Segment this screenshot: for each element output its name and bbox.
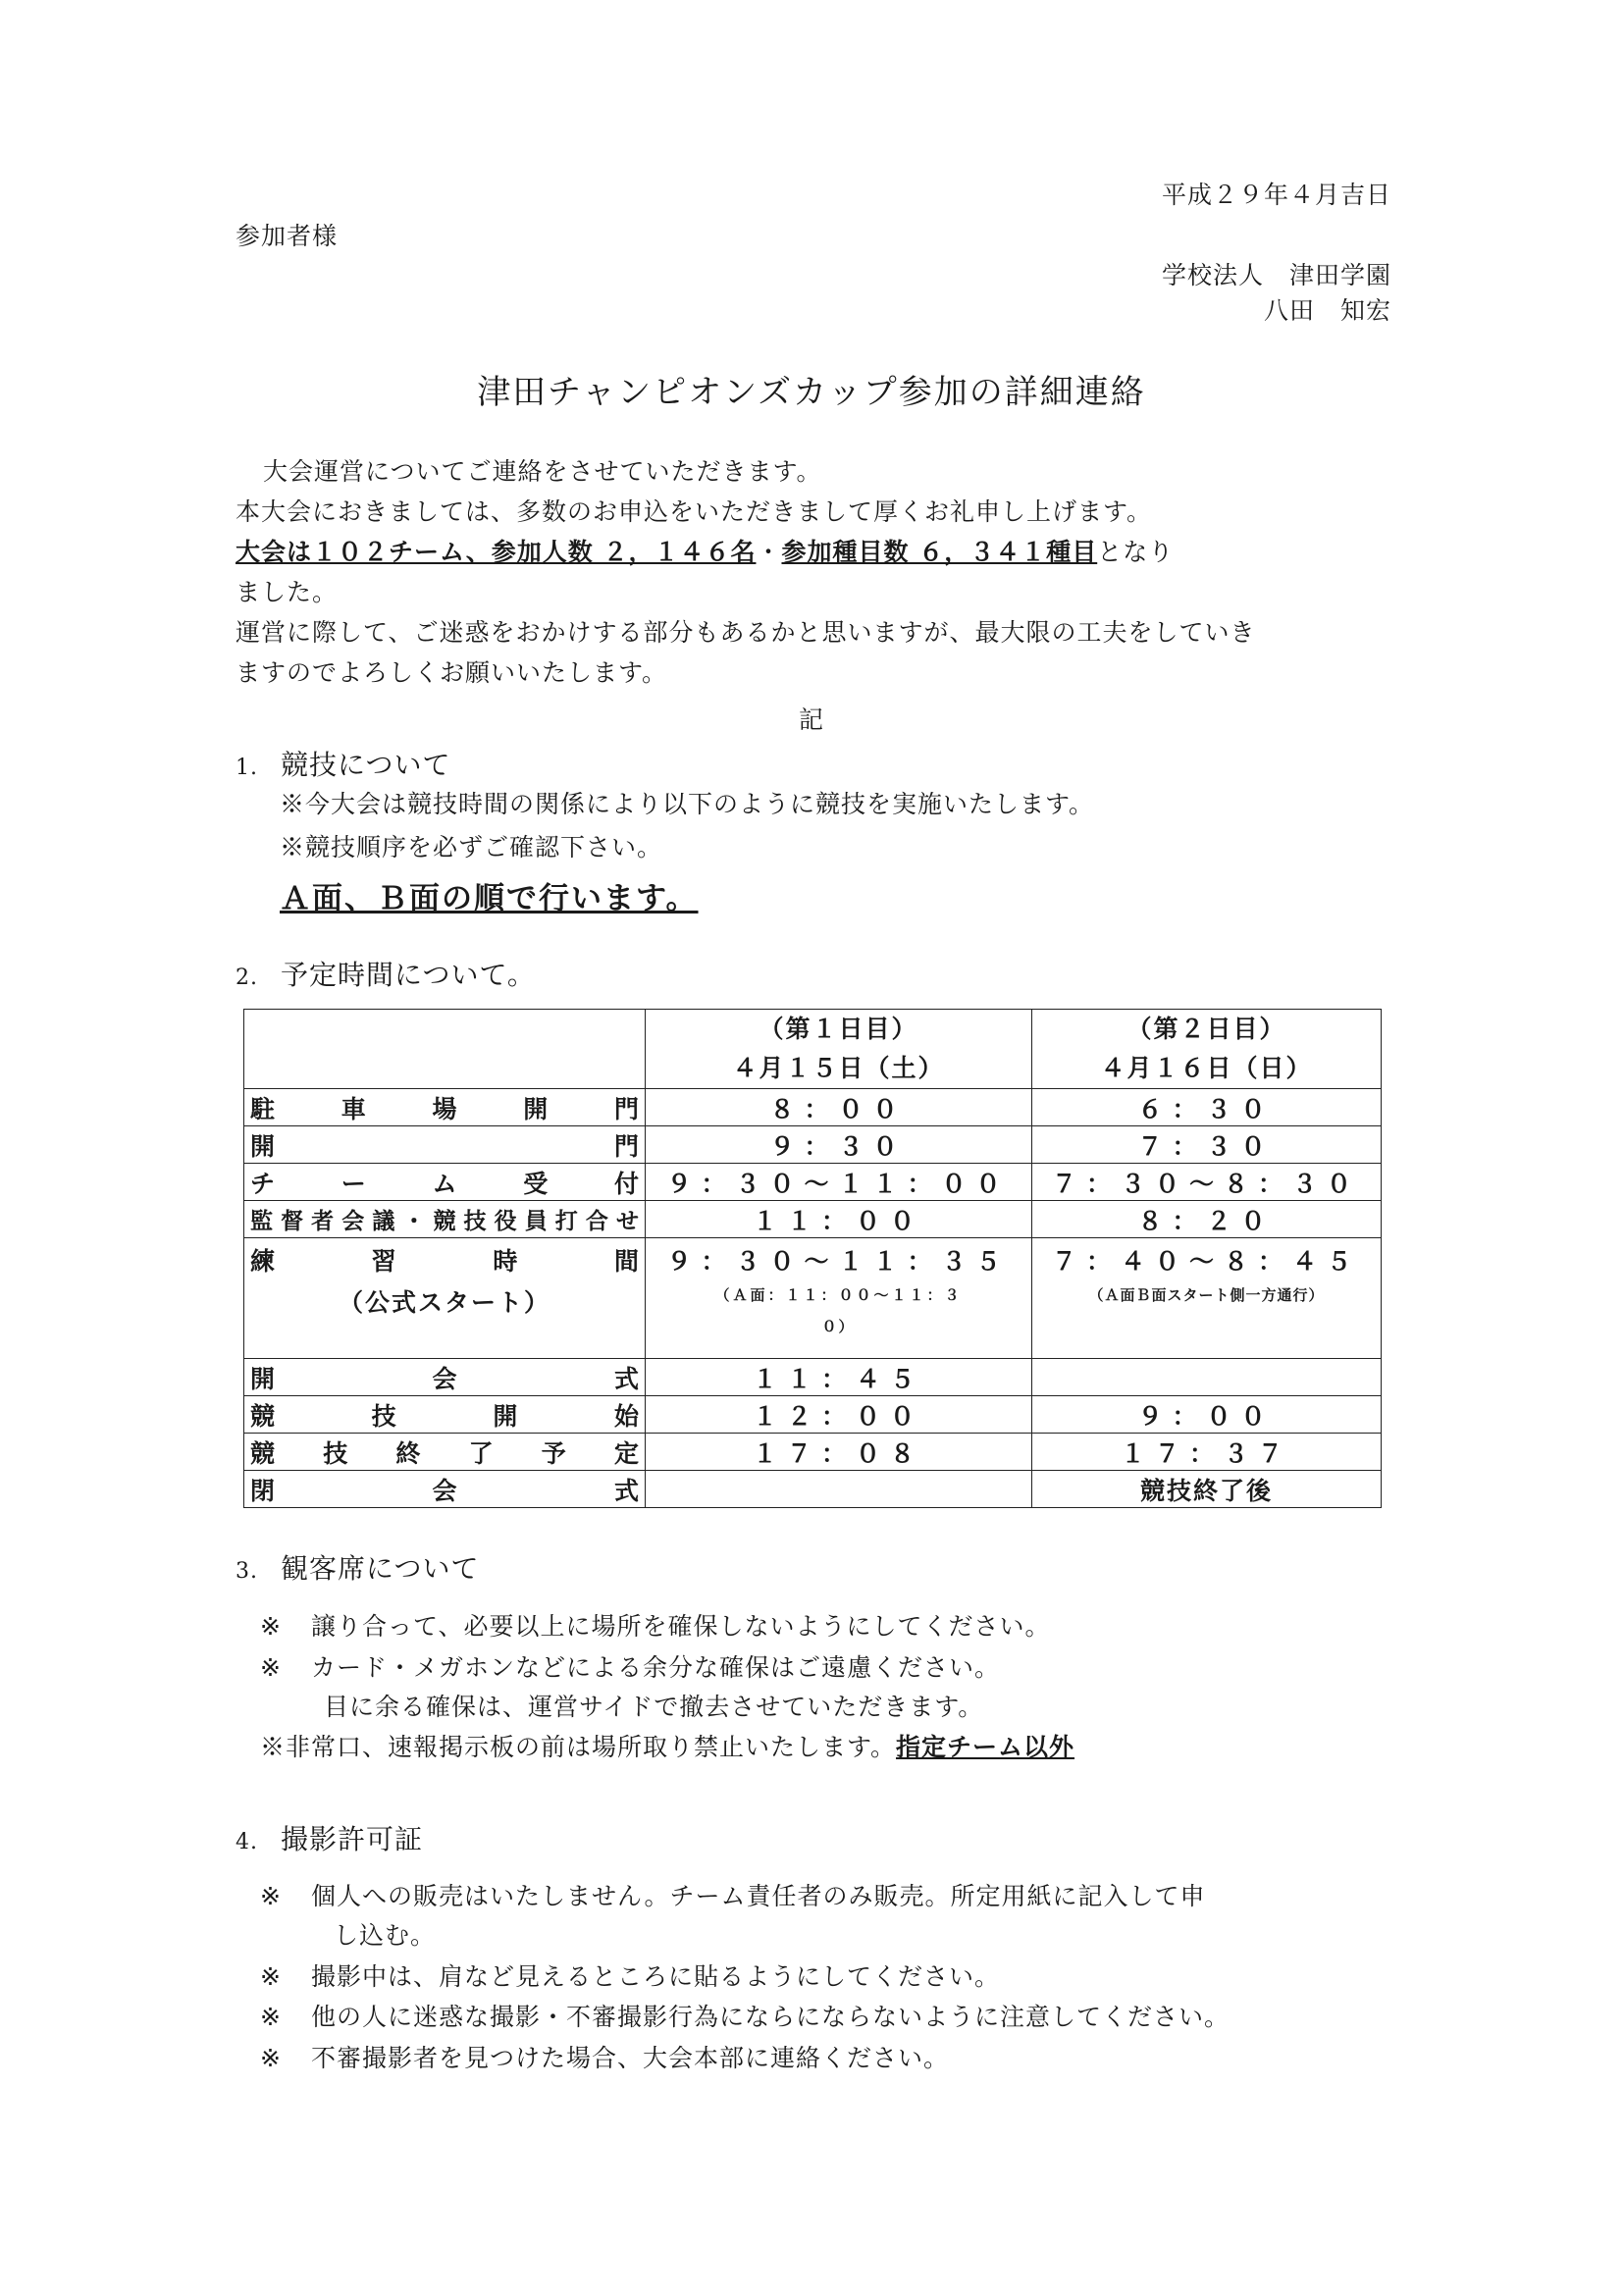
row-label-text (250, 1203, 639, 1235)
day2-date: ４月１６日（日） (1100, 1054, 1313, 1082)
label-char: 間 (613, 1247, 639, 1276)
day2-cell: ７：３０～８：３０ (1031, 1164, 1381, 1201)
intro-line-2: 本大会におきましては、多数のお申込をいただきまして厚くお礼申し上げます。 (236, 497, 1153, 526)
separator: ・ (756, 538, 782, 566)
seating-rule: 目に余る確保は、運営サイドで撤去させていただきます。 (324, 1693, 984, 1721)
day1-cell (646, 1471, 1032, 1508)
day1-subnote-cont: ０） (821, 1318, 856, 1335)
day2-cell: ９：００ (1031, 1396, 1381, 1434)
label-char: 習 (371, 1247, 396, 1276)
day1-cell: ８：００ (646, 1089, 1032, 1126)
label-char: 会 (432, 1364, 457, 1393)
row-label (244, 1164, 646, 1201)
label-char: 門 (613, 1131, 639, 1161)
section-2-heading (236, 954, 536, 993)
label-char: 了 (468, 1438, 494, 1468)
row-label-text (250, 1127, 639, 1163)
section-title: 観客席について (281, 1552, 480, 1585)
section-1-note: ※競技順序を必ずご確認下さい。 (280, 833, 663, 861)
note-mark: ※ (260, 1882, 282, 1910)
team-count-highlight: 大会は１０２チーム、参加人数 ２，１４６名 (236, 538, 757, 566)
label-char: 会 (432, 1476, 457, 1505)
note-mark: ※ (260, 1612, 282, 1641)
intro-line-6: ますのでよろしくお願いいたします。 (236, 658, 668, 687)
label-char: 予 (541, 1438, 566, 1468)
day2-cell: ７：３０ (1031, 1126, 1381, 1164)
row-label-text (250, 1360, 639, 1395)
row-label (244, 1089, 646, 1126)
day2-value: ７：４０～８：４５ (1051, 1247, 1361, 1276)
day2-cell: ６：３０ (1031, 1089, 1381, 1126)
label-char: 式 (613, 1364, 639, 1393)
row-label (244, 1238, 646, 1359)
intro-line-5: 運営に際して、ご迷惑をおかけする部分もあるかと思いますが、最大限の工夫をしていき (236, 618, 1256, 647)
label-char: 定 (613, 1438, 639, 1468)
label-char: 終 (395, 1438, 421, 1468)
row-sublabel: （公式スタート） (338, 1288, 550, 1317)
day1-date: ４月１５日（土） (732, 1054, 945, 1082)
label-char: 合 (585, 1208, 608, 1234)
day1-label: （第１日目） (759, 1015, 918, 1043)
intro-line-1: 大会運営についてご連絡をさせていただきます。 (263, 457, 822, 486)
label-char: 閉 (250, 1476, 276, 1505)
label-char: 始 (613, 1401, 639, 1431)
label-char: 門 (613, 1094, 639, 1123)
label-char: 場 (432, 1094, 457, 1123)
intro-line-4: ました。 (236, 578, 339, 606)
section-number: 2. (236, 965, 258, 990)
day2-cell (1031, 1238, 1381, 1359)
day1-cell: ９：３０～１１：００ (646, 1164, 1032, 1201)
photo-permit-rule-cont: し込む。 (334, 1921, 437, 1950)
day1-cell: １７：０８ (646, 1434, 1032, 1471)
table-row (244, 1201, 1382, 1238)
table-row (244, 1471, 1382, 1508)
label-char: 技 (371, 1401, 396, 1431)
label-char: 員 (524, 1208, 548, 1234)
intro-line-3 (236, 532, 1393, 572)
day2-cell: １７：３７ (1031, 1434, 1381, 1471)
label-char: 技 (463, 1208, 487, 1234)
row-label (244, 1471, 646, 1508)
label-char: 付 (613, 1169, 639, 1198)
label-char: 技 (323, 1438, 348, 1468)
day1-cell: ９：３０ (646, 1126, 1032, 1164)
photo-permit-rule-text: 個人への販売はいたしません。チーム責任者のみ販売。所定用紙に記入して申 (311, 1882, 1206, 1910)
photo-permit-rule-text: 撮影中は、肩など見えるところに貼るようにしてください。 (311, 1962, 1001, 1991)
label-char: チ (250, 1169, 276, 1198)
label-char: 監 (250, 1208, 273, 1234)
intro-line-3-tail: となり (1097, 538, 1175, 566)
label-char: 開 (250, 1131, 276, 1161)
table-row (244, 1238, 1382, 1359)
label-char: 受 (523, 1169, 549, 1198)
label-char: 競 (433, 1208, 456, 1234)
table-row (244, 1126, 1382, 1164)
label-char: ・ (402, 1208, 426, 1234)
day1-header (646, 1010, 1032, 1089)
photo-permit-rule (260, 1957, 1000, 1993)
row-label (244, 1126, 646, 1164)
table-row (244, 1434, 1382, 1471)
row-label-text (250, 1165, 639, 1200)
photo-permit-rule-text: 不審撮影者を見つけた場合、大会本部に連絡ください。 (311, 2044, 950, 2072)
photo-permit-rule (260, 1877, 1206, 1912)
note-mark: ※ (260, 1962, 282, 1991)
label-char: 議 (372, 1208, 395, 1234)
header-empty-cell (244, 1010, 646, 1089)
day1-value: ９：３０～１１：３５ (666, 1247, 1011, 1276)
seating-rule-text: ※非常口、速報掲示板の前は場所取り禁止いたします。 (260, 1733, 897, 1761)
seating-rule (260, 1607, 1051, 1643)
sender-organization: 学校法人 津田学園 (1161, 261, 1391, 289)
designated-team-exception: 指定チーム以外 (896, 1733, 1075, 1761)
label-char: ー (340, 1169, 366, 1198)
note-mark: ※ (260, 2044, 282, 2072)
label-char: 競 (250, 1401, 276, 1431)
row-label-text (250, 1397, 639, 1433)
issue-date: 平成２９年４月吉日 (1161, 181, 1391, 209)
table-row (244, 1089, 1382, 1126)
day2-label: （第２日目） (1126, 1015, 1286, 1043)
event-count-highlight: 参加種目数 ６，３４１種目 (781, 538, 1098, 566)
day1-cell: １１：００ (646, 1201, 1032, 1238)
day1-cell (646, 1238, 1032, 1359)
section-number: 3. (236, 1559, 258, 1584)
section-title: 競技について (281, 749, 451, 781)
label-char: 打 (554, 1208, 578, 1234)
note-mark: ※ (260, 1653, 282, 1682)
section-1-note: ※今大会は競技時間の関係により以下のように競技を実施いたします。 (280, 790, 1095, 818)
seating-rule (260, 1728, 1074, 1763)
section-4-heading (236, 1818, 423, 1857)
ki-marker: 記 (798, 705, 824, 734)
section-number: 4. (236, 1830, 258, 1854)
label-char: 開 (250, 1364, 276, 1393)
addressee: 参加者様 (236, 222, 339, 250)
row-label (244, 1396, 646, 1434)
table-row (244, 1359, 1382, 1396)
photo-permit-rule (260, 1998, 1230, 2033)
competition-order-emphasis: Ａ面、Ｂ面の順で行います。 (280, 881, 699, 916)
day2-subnote: （Ａ面Ｂ面スタート側一方通行） (1088, 1286, 1325, 1304)
row-label (244, 1359, 646, 1396)
section-title: 予定時間について。 (281, 959, 536, 991)
label-char: 役 (494, 1208, 517, 1234)
label-char: ム (432, 1169, 457, 1198)
section-number: 1. (236, 756, 258, 780)
label-char: 車 (340, 1094, 366, 1123)
label-char: 駐 (250, 1094, 276, 1123)
label-char: せ (615, 1208, 639, 1234)
day1-cell: １１：４５ (646, 1359, 1032, 1396)
table-row (244, 1164, 1382, 1201)
day2-cell (1031, 1359, 1381, 1396)
label-char: 開 (523, 1094, 549, 1123)
day1-cell: １２：００ (646, 1396, 1032, 1434)
section-3-heading (236, 1547, 479, 1587)
day2-header (1031, 1010, 1381, 1089)
day2-cell: 競技終了後 (1031, 1471, 1381, 1508)
table-row (244, 1396, 1382, 1434)
seating-rule-text: 譲り合って、必要以上に場所を確保しないようにしてください。 (311, 1612, 1051, 1641)
label-char: 開 (493, 1401, 518, 1431)
label-char: 競 (250, 1438, 276, 1468)
photo-permit-rule (260, 2039, 949, 2074)
intro-paragraph (236, 451, 1393, 693)
day2-cell: ８：２０ (1031, 1201, 1381, 1238)
label-char: 者 (311, 1208, 335, 1234)
row-label-text (250, 1090, 639, 1125)
sender-name: 八田 知宏 (1263, 296, 1391, 325)
label-char: 督 (281, 1208, 304, 1234)
section-title: 撮影許可証 (281, 1823, 424, 1855)
seating-rule (260, 1648, 1000, 1684)
row-label (244, 1201, 646, 1238)
document-title: 津田チャンピオンズカップ参加の詳細連絡 (477, 373, 1146, 412)
row-label-text (250, 1242, 639, 1278)
label-char: 時 (493, 1247, 518, 1276)
label-char: 練 (250, 1247, 276, 1276)
seating-rule-text: カード・メガホンなどによる余分な確保はご遠慮ください。 (311, 1653, 1001, 1682)
row-label-text (250, 1435, 639, 1470)
day1-subnote: （Ａ面：１１：００～１１：３ (714, 1286, 963, 1304)
row-label (244, 1434, 646, 1471)
row-label-text (250, 1472, 639, 1507)
label-char: 式 (613, 1476, 639, 1505)
schedule-table (243, 1009, 1382, 1508)
note-mark: ※ (260, 2003, 282, 2031)
photo-permit-rule-text: 他の人に迷惑な撮影・不審撮影行為にならにならないように注意してください。 (311, 2003, 1230, 2031)
section-1-heading (236, 744, 450, 783)
table-header-row (244, 1010, 1382, 1089)
label-char: 会 (341, 1208, 365, 1234)
